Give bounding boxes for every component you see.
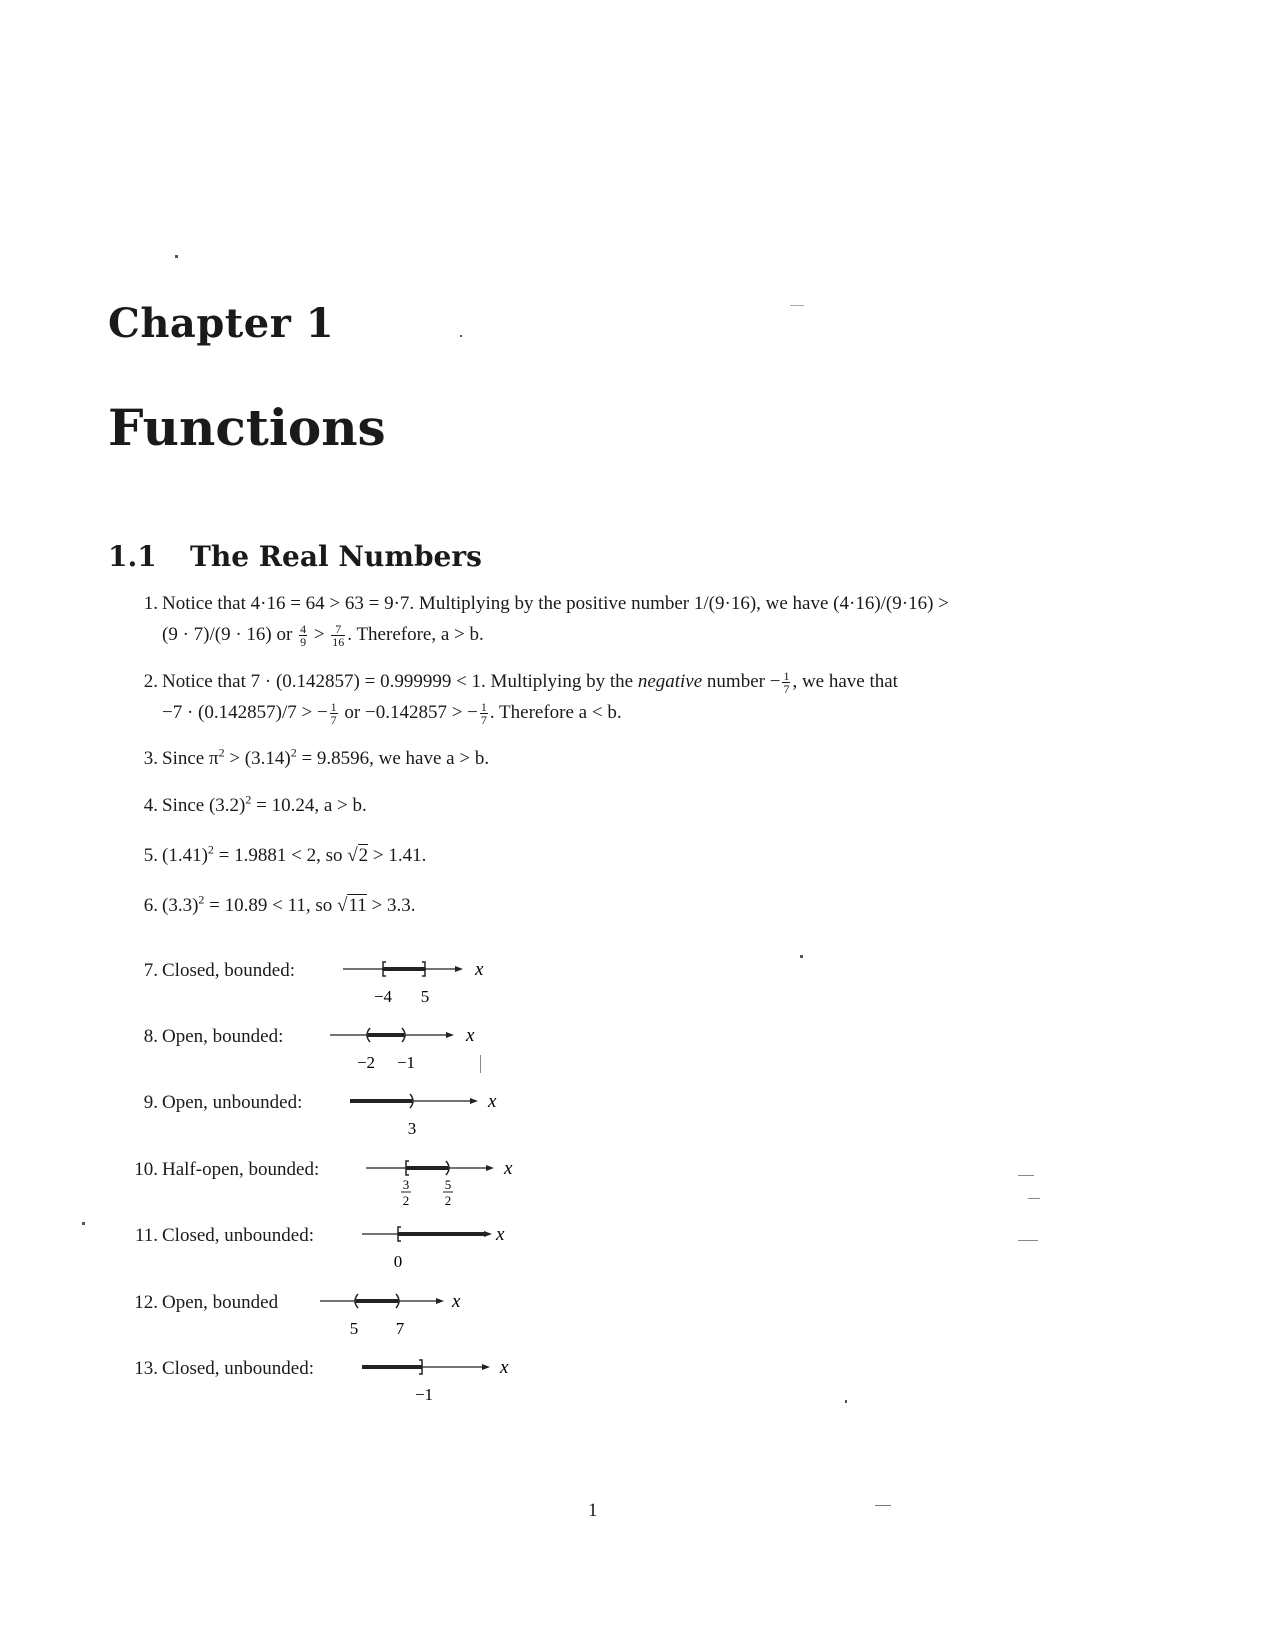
- exercise-10: [120, 1154, 1090, 1185]
- exercise-6: 6. $(3.3)^2 = 10.89 < 11$, so √11 > 3.3.: [120, 890, 1090, 921]
- page-number: 1: [588, 1500, 598, 1521]
- exercise-2-line-2: −7 · (0.142857)/7 > − $\frac{1}{7}$ or −0.142857 > − $\frac{1}{7}$ . Therefore a < b.: [162, 700, 622, 728]
- number-line-9: [348, 1087, 518, 1139]
- exercise-2: [120, 666, 1090, 728]
- exercise-12: [120, 1287, 1090, 1318]
- axis-variable: x: [500, 1357, 509, 1378]
- radicand: 2: [358, 845, 369, 866]
- tick-label-numerator: 5: [444, 1177, 452, 1192]
- exercise-number: 5.: [143, 845, 158, 866]
- exercise-number: 10.: [134, 1159, 158, 1180]
- fraction: $\frac{1}{7}$: [783, 669, 790, 697]
- tick-label: 5: [349, 1319, 359, 1338]
- scan-speck: [845, 1400, 847, 1403]
- interval-label: Closed, unbounded:: [162, 1358, 314, 1379]
- tick-label: 5: [420, 987, 430, 1006]
- radicand: 11: [348, 895, 367, 916]
- exercise-11: [120, 1220, 1090, 1251]
- section-number: 1.1: [108, 540, 157, 573]
- axis-variable: x: [488, 1091, 497, 1112]
- tick-label-denominator: 2: [444, 1193, 452, 1208]
- tick-label: −2: [356, 1053, 376, 1072]
- scan-speck: [460, 335, 462, 337]
- exercise-1-line-1: Notice that 4·16 = 64 > 63 = 9·7. Multiplying by the positive number 1/(9·16), we have (4·16)/(9·16) >: [162, 593, 949, 614]
- exercise-13: [120, 1353, 1090, 1384]
- axis-variable: x: [496, 1224, 505, 1245]
- exercise-number: 1.: [143, 593, 158, 614]
- exercise-number: 11.: [134, 1225, 158, 1246]
- interval-label: Closed, bounded:: [162, 960, 295, 981]
- tick-label: −1: [414, 1385, 434, 1404]
- fraction: $\frac{4}{9}$: [300, 622, 307, 650]
- tick-label-denominator: 2: [402, 1193, 410, 1208]
- exercise-number: 4.: [143, 795, 158, 816]
- tick-label: 3: [407, 1119, 417, 1138]
- chapter-label: Chapter 1: [108, 300, 335, 347]
- exercise-1-line-2: (9 · 7)/(9 · 16) or $\frac{4}{9}$ > $\frac{7}{16}$ . Therefore, a > b.: [162, 622, 484, 650]
- interval-label: Open, unbounded:: [162, 1092, 303, 1113]
- exercise-7: [120, 955, 1090, 986]
- exercise-8: [120, 1021, 1090, 1052]
- exercise-1: [120, 588, 1090, 650]
- exercise-2-line-1: Notice that 7 · (0.142857) = 0.999999 < 1. Multiplying by the negative number − $\frac{1}{7}$ , we have that: [162, 669, 898, 697]
- number-line-10: [364, 1154, 534, 1212]
- number-line-12: [318, 1287, 488, 1339]
- scan-speck: [1028, 1198, 1040, 1199]
- axis-variable: x: [466, 1025, 475, 1046]
- scan-speck: [480, 1055, 481, 1073]
- number-line-7: [335, 955, 505, 1007]
- number-line-13: [360, 1353, 530, 1405]
- number-line-11: [360, 1220, 530, 1272]
- tick-label-numerator: 3: [402, 1177, 410, 1192]
- tick-label: −4: [373, 987, 393, 1006]
- exercise-number: 7.: [143, 960, 158, 981]
- scan-speck: [1018, 1175, 1034, 1176]
- axis-variable: x: [504, 1158, 513, 1179]
- axis-variable: x: [452, 1291, 461, 1312]
- scan-speck: [82, 1222, 85, 1225]
- scan-speck: [1018, 1240, 1038, 1241]
- interval-label: Closed, unbounded:: [162, 1225, 314, 1246]
- emphasis: negative: [637, 671, 703, 692]
- interval-label: Open, bounded: [162, 1292, 279, 1313]
- exercise-number: 12.: [134, 1292, 158, 1313]
- interval-label: Open, bounded:: [162, 1026, 284, 1047]
- tick-label: −1: [396, 1053, 416, 1072]
- section-title: The Real Numbers: [190, 540, 482, 573]
- scan-speck: [875, 1505, 891, 1506]
- scan-speck: [800, 955, 803, 958]
- number-line-8: [326, 1021, 496, 1073]
- exercise-number: 13.: [134, 1358, 158, 1379]
- exercise-number: 2.: [143, 671, 158, 692]
- exercise-3: 3. Since $\pi^2 > (3.14)^2 = 9.8596$, we have a > b.: [120, 743, 1090, 774]
- exercise-number: 6.: [143, 895, 158, 916]
- exercise-4: 4. Since $(3.2)^2 = 10.24$, a > b.: [120, 790, 1090, 821]
- scan-speck: [175, 255, 178, 258]
- tick-label: 0: [393, 1252, 403, 1271]
- exercise-9: [120, 1087, 1090, 1118]
- tick-label: 7: [395, 1319, 405, 1338]
- exercise-5: 5. $(1.41)^2 = 1.9881 < 2$, so √2 > 1.41.: [120, 840, 1090, 871]
- exercise-number: 9.: [143, 1092, 158, 1113]
- scan-speck: [790, 305, 804, 306]
- chapter-title: Functions: [108, 398, 386, 457]
- interval-label: Half-open, bounded:: [162, 1159, 320, 1180]
- section-heading: [108, 540, 482, 573]
- exercise-number: 3.: [143, 748, 158, 769]
- fraction: $\frac{1}{7}$: [480, 700, 487, 728]
- fraction: $\frac{1}{7}$: [330, 700, 337, 728]
- axis-variable: x: [475, 959, 484, 980]
- exercise-number: 8.: [143, 1026, 158, 1047]
- fraction: $\frac{7}{16}$: [332, 622, 345, 650]
